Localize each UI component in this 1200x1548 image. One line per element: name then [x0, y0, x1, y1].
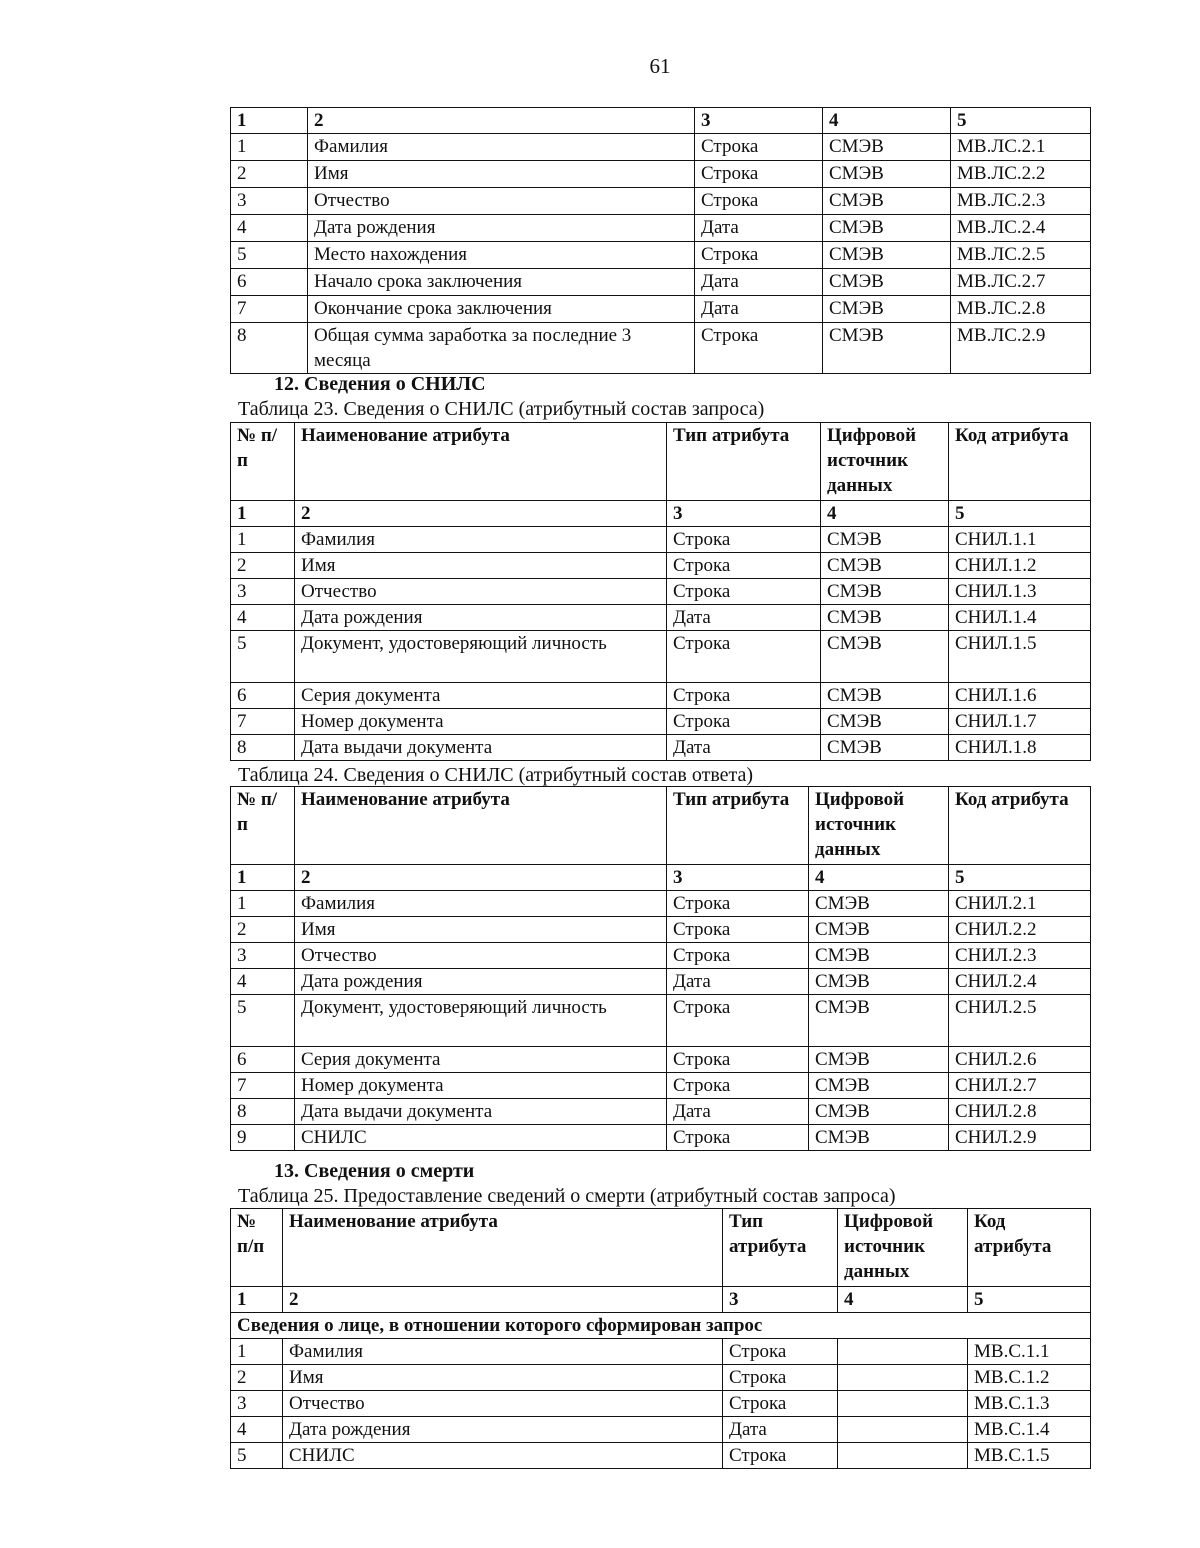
- table-cell: СНИЛ.1.2: [949, 553, 1091, 579]
- section-heading-snils: 12. Сведения о СНИЛС: [274, 373, 486, 395]
- table-row: [231, 296, 1091, 323]
- table-cell: 6: [231, 1047, 295, 1073]
- table-cell: СНИЛ.2.7: [949, 1073, 1091, 1099]
- table-cell: Наименование атрибута: [283, 1209, 723, 1287]
- table-cell: Дата рождения: [283, 1417, 723, 1443]
- table-body: [231, 423, 1091, 761]
- table-row: [231, 188, 1091, 215]
- table-cell: СМЭВ: [821, 735, 949, 761]
- table-cell: 5: [231, 995, 295, 1047]
- table-cell: Код атрибута: [949, 787, 1091, 865]
- table-cell: 2: [231, 161, 308, 188]
- table-cell: СНИЛ.2.5: [949, 995, 1091, 1047]
- table-cell: 8: [231, 323, 308, 374]
- table-cell: МВ.ЛС.2.1: [951, 134, 1091, 161]
- table-cell: МВ.С.1.1: [968, 1339, 1091, 1365]
- table-cell: Дата рождения: [295, 605, 667, 631]
- table-body: [231, 1209, 1091, 1469]
- table-cell: Начало срока заключения: [308, 269, 695, 296]
- table-row: [231, 1073, 1091, 1099]
- table-cell: 3: [231, 579, 295, 605]
- table-cell: Имя: [295, 917, 667, 943]
- table-row: [231, 161, 1091, 188]
- table-cell: 3: [231, 943, 295, 969]
- table-cell: СМЭВ: [809, 1099, 949, 1125]
- table-cell: Строка: [667, 631, 821, 683]
- table-cell: 3: [231, 188, 308, 215]
- table-row: [231, 323, 1091, 374]
- table-cell: 4: [231, 969, 295, 995]
- table-cell: [838, 1417, 968, 1443]
- table-row: [231, 891, 1091, 917]
- table-cell: Дата: [695, 269, 823, 296]
- table-cell: 5: [231, 242, 308, 269]
- table-cell: Окончание срока заключения: [308, 296, 695, 323]
- table-cell: Отчество: [308, 188, 695, 215]
- table-number-row: [231, 1287, 1091, 1313]
- table-cell: Фамилия: [295, 891, 667, 917]
- table-cell: Строка: [695, 242, 823, 269]
- table-cell: 6: [231, 683, 295, 709]
- table-cell: 5: [231, 631, 295, 683]
- page-number: 61: [649, 54, 671, 78]
- table-number-row: [231, 108, 1091, 134]
- table-row: [231, 527, 1091, 553]
- section-heading-death: 13. Сведения о смерти: [274, 1160, 475, 1182]
- table-cell: 3: [231, 1391, 283, 1417]
- table-row: [231, 683, 1091, 709]
- table-cell: [838, 1365, 968, 1391]
- table-row: [231, 1125, 1091, 1151]
- table-cell: МВ.ЛС.2.5: [951, 242, 1091, 269]
- table-cell: Дата: [667, 735, 821, 761]
- table-cell: 4: [838, 1287, 968, 1313]
- table-cell: Дата рождения: [308, 215, 695, 242]
- table-body: [231, 108, 1091, 374]
- table-cell: Серия документа: [295, 1047, 667, 1073]
- table-row: [231, 735, 1091, 761]
- table-cell: СНИЛ.2.4: [949, 969, 1091, 995]
- table-cell: СНИЛ.1.5: [949, 631, 1091, 683]
- table-cell: СНИЛ.1.7: [949, 709, 1091, 735]
- table-cell: Строка: [667, 683, 821, 709]
- table-24-caption: Таблица 24. Сведения о СНИЛС (атрибутный состав ответа): [238, 764, 754, 786]
- table-header-row: [231, 423, 1091, 501]
- table-cell: Дата: [667, 969, 809, 995]
- table-25: [230, 1208, 1091, 1469]
- table-cell: 4: [821, 501, 949, 527]
- table-section-row: [231, 1313, 1091, 1339]
- table-row: [231, 579, 1091, 605]
- table-cell: Общая сумма заработка за последние 3 месяца: [308, 323, 695, 374]
- table-cell: МВ.ЛС.2.4: [951, 215, 1091, 242]
- table-cell: Дата: [667, 605, 821, 631]
- table-row: [231, 1047, 1091, 1073]
- table-cell: МВ.ЛС.2.7: [951, 269, 1091, 296]
- table-cell: № п/п: [231, 787, 295, 865]
- table-section-cell: Сведения о лице, в отношении которого сформирован запрос: [231, 1313, 1091, 1339]
- table-25-caption: Таблица 25. Предоставление сведений о смерти (атрибутный состав запроса): [238, 1185, 896, 1207]
- table-cell: СНИЛ.2.8: [949, 1099, 1091, 1125]
- table-row: [231, 631, 1091, 683]
- table-cell: СНИЛ.2.3: [949, 943, 1091, 969]
- table-cell: Строка: [723, 1365, 838, 1391]
- table-cell: Наименование атрибута: [295, 787, 667, 865]
- table-cell: [838, 1391, 968, 1417]
- table-cell: СНИЛ.1.8: [949, 735, 1091, 761]
- table-cell: МВ.ЛС.2.8: [951, 296, 1091, 323]
- table-cell: Имя: [308, 161, 695, 188]
- table-cell: 1: [231, 865, 295, 891]
- table-cell: 7: [231, 296, 308, 323]
- table-cell: СНИЛ.1.4: [949, 605, 1091, 631]
- table-cell: 1: [231, 527, 295, 553]
- table-cell: Дата: [695, 296, 823, 323]
- table-cell: 1: [231, 134, 308, 161]
- table-number-row: [231, 865, 1091, 891]
- table-cell: 6: [231, 269, 308, 296]
- table-cell: 7: [231, 709, 295, 735]
- table-cell: 4: [231, 605, 295, 631]
- table-cell: № п/п: [231, 423, 295, 501]
- table-cell: 8: [231, 1099, 295, 1125]
- table-number-row: [231, 501, 1091, 527]
- table-cell: Дата: [695, 215, 823, 242]
- table-cell: СМЭВ: [809, 917, 949, 943]
- table-cell: СМЭВ: [809, 1073, 949, 1099]
- table-cell: [838, 1443, 968, 1469]
- table-cell: Строка: [667, 527, 821, 553]
- table-cell: Тип атрибута: [723, 1209, 838, 1287]
- table-cell: 5: [949, 501, 1091, 527]
- table-cell: Строка: [667, 1125, 809, 1151]
- table-cell: Дата выдачи документа: [295, 1099, 667, 1125]
- table-cell: Имя: [283, 1365, 723, 1391]
- table-cell: 1: [231, 891, 295, 917]
- table-cell: Место нахождения: [308, 242, 695, 269]
- table-cell: 5: [231, 1443, 283, 1469]
- table-cell: 2: [295, 865, 667, 891]
- table-cell: СНИЛ.2.9: [949, 1125, 1091, 1151]
- table-cell: МВ.ЛС.2.9: [951, 323, 1091, 374]
- table-cell: 3: [667, 865, 809, 891]
- table-cell: № п/п: [231, 1209, 283, 1287]
- table-cell: Документ, удостоверяющий личность: [295, 995, 667, 1047]
- table-cell: 3: [695, 108, 823, 134]
- table-cell: СМЭВ: [823, 188, 951, 215]
- table-cell: [838, 1339, 968, 1365]
- table-cell: Код атрибута: [949, 423, 1091, 501]
- table-cell: 3: [667, 501, 821, 527]
- table-cell: СНИЛ.1.1: [949, 527, 1091, 553]
- table-cell: Отчество: [283, 1391, 723, 1417]
- table-header-row: [231, 787, 1091, 865]
- table-row: [231, 553, 1091, 579]
- table-cell: МВ.ЛС.2.3: [951, 188, 1091, 215]
- table-cell: Дата рождения: [295, 969, 667, 995]
- table-cell: 7: [231, 1073, 295, 1099]
- table-cell: 5: [951, 108, 1091, 134]
- table-cell: СНИЛ.2.1: [949, 891, 1091, 917]
- table-cell: 1: [231, 108, 308, 134]
- table-24: [230, 786, 1091, 1151]
- table-cell: Строка: [695, 134, 823, 161]
- table-cell: 4: [809, 865, 949, 891]
- table-cell: МВ.С.1.2: [968, 1365, 1091, 1391]
- table-cell: СМЭВ: [823, 215, 951, 242]
- table-row: [231, 242, 1091, 269]
- table-cell: Дата выдачи документа: [295, 735, 667, 761]
- table-cell: 2: [295, 501, 667, 527]
- table-cell: СМЭВ: [821, 631, 949, 683]
- table-cell: Фамилия: [308, 134, 695, 161]
- table-body: [231, 787, 1091, 1151]
- table-cell: СМЭВ: [809, 995, 949, 1047]
- table-row: [231, 1417, 1091, 1443]
- table-row: [231, 1391, 1091, 1417]
- table-cell: Строка: [723, 1391, 838, 1417]
- table-cell: СМЭВ: [821, 579, 949, 605]
- table-cell: 8: [231, 735, 295, 761]
- table-cell: Тип атрибута: [667, 787, 809, 865]
- table-cell: Фамилия: [295, 527, 667, 553]
- table-cell: Строка: [723, 1339, 838, 1365]
- table-cell: Номер документа: [295, 1073, 667, 1099]
- table-cell: СМЭВ: [821, 683, 949, 709]
- table-cell: МВ.ЛС.2.2: [951, 161, 1091, 188]
- table-cell: СМЭВ: [823, 161, 951, 188]
- table-row: [231, 917, 1091, 943]
- table-cell: 5: [968, 1287, 1091, 1313]
- table-cell: СМЭВ: [821, 553, 949, 579]
- table-row: [231, 1339, 1091, 1365]
- table-row: [231, 943, 1091, 969]
- table-cell: Строка: [667, 917, 809, 943]
- table-cell: Документ, удостоверяющий личность: [295, 631, 667, 683]
- table-cell: Серия документа: [295, 683, 667, 709]
- table-cell: СНИЛ.2.2: [949, 917, 1091, 943]
- table-cell: Имя: [295, 553, 667, 579]
- table-cell: МВ.С.1.4: [968, 1417, 1091, 1443]
- table-cell: Цифровой источник данных: [838, 1209, 968, 1287]
- table-cell: Дата: [667, 1099, 809, 1125]
- table-cell: СНИЛС: [295, 1125, 667, 1151]
- table-cell: Строка: [723, 1443, 838, 1469]
- table-row: [231, 995, 1091, 1047]
- table-cell: Строка: [667, 1047, 809, 1073]
- table-row: [231, 215, 1091, 242]
- table-cell: 4: [231, 1417, 283, 1443]
- table-cell: 3: [723, 1287, 838, 1313]
- table-cell: 5: [949, 865, 1091, 891]
- table-cell: Тип атрибута: [667, 423, 821, 501]
- table-row: [231, 1099, 1091, 1125]
- table-cell: 2: [231, 917, 295, 943]
- table-continuation: [230, 107, 1091, 374]
- table-cell: 2: [283, 1287, 723, 1313]
- table-cell: Цифровой источник данных: [821, 423, 949, 501]
- table-cell: Строка: [667, 995, 809, 1047]
- table-cell: 2: [231, 1365, 283, 1391]
- table-cell: 2: [308, 108, 695, 134]
- table-23: [230, 422, 1091, 761]
- table-cell: 2: [231, 553, 295, 579]
- table-cell: МВ.С.1.3: [968, 1391, 1091, 1417]
- table-header-row: [231, 1209, 1091, 1287]
- table-cell: 1: [231, 1287, 283, 1313]
- table-cell: Наименование атрибута: [295, 423, 667, 501]
- table-cell: Номер документа: [295, 709, 667, 735]
- table-cell: Строка: [695, 188, 823, 215]
- table-cell: СМЭВ: [821, 605, 949, 631]
- table-cell: СМЭВ: [809, 1125, 949, 1151]
- table-cell: Отчество: [295, 579, 667, 605]
- table-row: [231, 969, 1091, 995]
- table-cell: Дата: [723, 1417, 838, 1443]
- table-cell: СМЭВ: [809, 943, 949, 969]
- table-cell: СНИЛ.2.6: [949, 1047, 1091, 1073]
- table-cell: Фамилия: [283, 1339, 723, 1365]
- table-cell: Отчество: [295, 943, 667, 969]
- table-cell: СМЭВ: [823, 269, 951, 296]
- table-row: [231, 134, 1091, 161]
- table-cell: СМЭВ: [823, 296, 951, 323]
- table-cell: СМЭВ: [821, 709, 949, 735]
- table-cell: 4: [823, 108, 951, 134]
- table-cell: МВ.С.1.5: [968, 1443, 1091, 1469]
- table-cell: Цифровой источник данных: [809, 787, 949, 865]
- table-cell: 9: [231, 1125, 295, 1151]
- table-cell: Строка: [667, 891, 809, 917]
- table-cell: СМЭВ: [809, 1047, 949, 1073]
- table-cell: СМЭВ: [809, 891, 949, 917]
- table-23-caption: Таблица 23. Сведения о СНИЛС (атрибутный состав запроса): [238, 398, 765, 420]
- table-cell: Строка: [667, 553, 821, 579]
- table-row: [231, 1443, 1091, 1469]
- table-cell: СМЭВ: [821, 527, 949, 553]
- table-row: [231, 709, 1091, 735]
- table-cell: СНИЛС: [283, 1443, 723, 1469]
- table-cell: 1: [231, 501, 295, 527]
- table-cell: Строка: [695, 161, 823, 188]
- table-cell: Строка: [667, 1073, 809, 1099]
- table-row: [231, 1365, 1091, 1391]
- table-cell: СМЭВ: [823, 134, 951, 161]
- table-cell: СНИЛ.1.6: [949, 683, 1091, 709]
- table-cell: 4: [231, 215, 308, 242]
- table-cell: Строка: [667, 943, 809, 969]
- table-cell: СНИЛ.1.3: [949, 579, 1091, 605]
- table-cell: СМЭВ: [823, 323, 951, 374]
- table-cell: Строка: [695, 323, 823, 374]
- table-row: [231, 269, 1091, 296]
- table-cell: 1: [231, 1339, 283, 1365]
- table-cell: Строка: [667, 709, 821, 735]
- table-row: [231, 605, 1091, 631]
- table-cell: СМЭВ: [809, 969, 949, 995]
- table-cell: Строка: [667, 579, 821, 605]
- table-cell: Код атрибута: [968, 1209, 1091, 1287]
- table-cell: СМЭВ: [823, 242, 951, 269]
